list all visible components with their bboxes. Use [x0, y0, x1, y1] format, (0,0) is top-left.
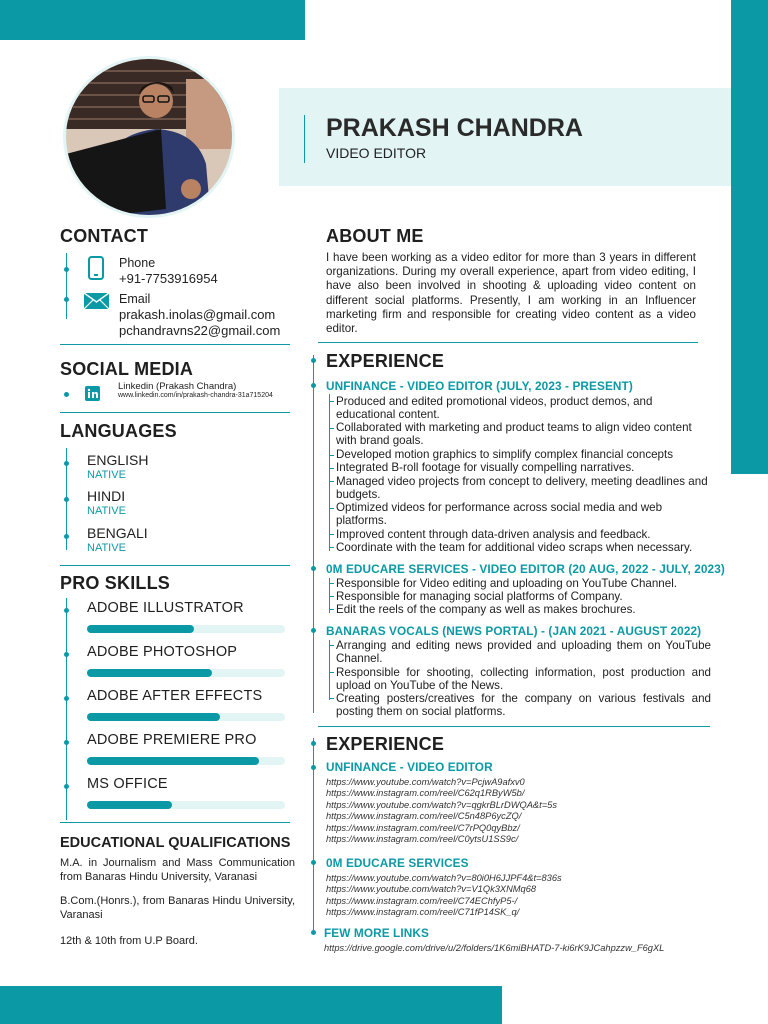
linkedin-url[interactable]: www.linkedin.com/in/prakash-chandra-31a715204: [118, 392, 273, 399]
bullet-tick: [329, 609, 334, 610]
job-title: UNFINANCE - VIDEO EDITOR (JULY, 2023 - PRESENT): [326, 379, 633, 393]
skill-name: MS OFFICE: [87, 776, 168, 792]
skill-bar-fill: [87, 669, 212, 677]
contact-line: [66, 253, 67, 319]
name-divider: [304, 115, 305, 163]
portfolio-link[interactable]: https://www.instagram.com/reel/C0ytsU1SS9c/: [326, 834, 519, 844]
language-level: NATIVE: [87, 505, 126, 517]
contact-heading: CONTACT: [60, 226, 149, 246]
language-level: NATIVE: [87, 542, 126, 554]
skill-dot: [64, 608, 69, 613]
email-primary[interactable]: prakash.inolas@gmail.com: [119, 307, 276, 322]
skills-heading: PRO SKILLS: [60, 573, 171, 593]
job-bullet: Developed motion graphics to simplify complex financial concepts: [336, 448, 674, 461]
experience-dot: [311, 628, 316, 633]
language-name: BENGALI: [87, 525, 148, 541]
skill-dot: [64, 696, 69, 701]
skill-bar-fill: [87, 801, 172, 809]
email-label: Email: [119, 292, 151, 306]
email-icon: [84, 293, 109, 314]
about-divider: [318, 342, 698, 343]
social-heading: SOCIAL MEDIA: [60, 359, 194, 379]
portfolio-dot: [311, 741, 316, 746]
job-role: VIDEO EDITOR: [326, 145, 427, 161]
about-text: I have been working as a video editor for more than 3 years in different organizations. During my overall experience, apart from video editing, I have also been involved in shooting & uploading video content on different social platforms. Presently, I am working in an Influencer marketing firm and responsible for creating video content as a video editor.: [326, 251, 696, 336]
portfolio-heading: EXPERIENCE: [326, 734, 445, 754]
skill-dot: [64, 784, 69, 789]
job-bullet: Optimized videos for performance across social media and web platforms.: [336, 501, 663, 528]
experience-divider: [318, 726, 710, 727]
job-bullet: Responsible for shooting, collecting information, post production and upload on YouTube of the News.: [336, 666, 711, 693]
portfolio-link[interactable]: https://www.instagram.com/reel/C7rPQ0qyBbz/: [326, 823, 520, 833]
full-name: PRAKASH CHANDRA: [326, 114, 583, 142]
job-title: BANARAS VOCALS (NEWS PORTAL) - (JAN 2021 - AUGUST 2022): [326, 624, 702, 638]
portfolio-dot: [311, 860, 316, 865]
job-bullet: Responsible for managing social platforms of Company.: [336, 590, 623, 603]
skill-dot: [64, 740, 69, 745]
experience-dot: [311, 383, 316, 388]
job-bullet: Collaborated with marketing and product teams to align video content with brand goals.: [336, 421, 692, 448]
job-bullet: Produced and edited promotional videos, product demos, and educational content.: [336, 395, 653, 422]
skill-name: ADOBE PHOTOSHOP: [87, 644, 238, 660]
portfolio-group-title: 0M EDUCARE SERVICES: [326, 856, 469, 870]
bullet-tick: [329, 534, 334, 535]
job-bullet: Coordinate with the team for additional video scraps when necessary.: [336, 541, 693, 554]
right-side-band: [731, 0, 768, 474]
more-links-title: FEW MORE LINKS: [324, 926, 429, 940]
portfolio-link[interactable]: https://www.youtube.com/watch?v=PcjwA9afxv0: [326, 777, 525, 787]
experience-line: [313, 355, 314, 713]
portfolio-link[interactable]: https://www.youtube.com/watch?v=qgkrBLrDWQA&t=5s: [326, 800, 557, 810]
skill-bar-fill: [87, 713, 220, 721]
language-dot: [64, 497, 69, 502]
bullet-tick: [329, 481, 334, 482]
social-divider: [60, 412, 290, 413]
contact-divider: [60, 344, 290, 345]
language-name: ENGLISH: [87, 452, 149, 468]
experience-dot: [311, 358, 316, 363]
job-bullet: Integrated B-roll footage for visually compelling narratives.: [336, 461, 635, 474]
contact-dot: [64, 297, 69, 302]
contact-dot: [64, 267, 69, 272]
skill-bar-fill: [87, 625, 194, 633]
bullet-tick: [329, 645, 334, 646]
bullet-tick: [329, 583, 334, 584]
phone-number[interactable]: +91-7753916954: [119, 271, 218, 286]
job-bullet: Arranging and editing news provided and uploading them on YouTube Channel.: [336, 639, 711, 666]
skill-bar: [87, 713, 285, 721]
bullet-tick: [329, 401, 334, 402]
languages-divider: [60, 565, 290, 566]
language-dot: [64, 461, 69, 466]
portfolio-group-title: UNFINANCE - VIDEO EDITOR: [326, 760, 493, 774]
skill-bar: [87, 669, 285, 677]
skill-bar-fill: [87, 757, 259, 765]
education-item: M.A. in Journalism and Mass Communication from Banaras Hindu University, Varanasi: [60, 857, 295, 883]
experience-dot: [311, 566, 316, 571]
language-level: NATIVE: [87, 469, 126, 481]
job-title: 0M EDUCARE SERVICES - VIDEO EDITOR (20 AUG, 2022 - JULY, 2023): [326, 562, 725, 576]
bullet-tick: [329, 428, 334, 429]
skill-bar: [87, 757, 285, 765]
social-dot: [64, 392, 69, 397]
portfolio-link[interactable]: https://www.instagram.com/reel/C5n48P6ycZQ/: [326, 811, 522, 821]
job-bullet: Improved content through data-driven analysis and feedback.: [336, 528, 651, 541]
job-bullet-line: [329, 394, 330, 551]
languages-heading: LANGUAGES: [60, 421, 177, 441]
portfolio-link[interactable]: https://www.youtube.com/watch?v=V1Qk3XNMq68: [326, 884, 537, 894]
linkedin-icon: [85, 386, 100, 401]
bullet-tick: [329, 596, 334, 597]
phone-icon: [87, 256, 105, 285]
job-bullet: Managed video projects from concept to delivery, meeting deadlines and budgets.: [336, 475, 708, 502]
portfolio-link[interactable]: https://www.instagram.com/reel/C62q1RByW5b/: [326, 788, 525, 798]
about-heading: ABOUT ME: [326, 226, 424, 246]
bottom-band: [0, 986, 502, 1024]
education-item: 12th & 10th from U.P Board.: [60, 935, 198, 947]
bullet-tick: [329, 672, 334, 673]
language-name: HINDI: [87, 488, 126, 504]
linkedin-name: Linkedin (Prakash Chandra): [118, 381, 237, 392]
portfolio-link[interactable]: https://www.youtube.com/watch?v=80i0H6JJPF4&t=836s: [326, 873, 562, 883]
job-bullet: Edit the reels of the company as well as makes brochures.: [336, 603, 636, 616]
job-bullet-line: [329, 640, 330, 700]
email-secondary[interactable]: pchandravns22@gmail.com: [119, 323, 281, 338]
phone-label: Phone: [119, 256, 156, 270]
drive-link[interactable]: https://drive.google.com/drive/u/2/folders/1K6miBHATD-7-ki6rK9JCahpzzw_F6gXL: [324, 943, 665, 953]
education-heading: EDUCATIONAL QUALIFICATIONS: [60, 835, 291, 851]
skill-name: ADOBE PREMIERE PRO: [87, 732, 257, 748]
experience-heading: EXPERIENCE: [326, 351, 445, 371]
profile-photo: [63, 56, 235, 218]
bullet-tick: [329, 508, 334, 509]
top-left-band: [0, 0, 305, 40]
skill-name: ADOBE ILLUSTRATOR: [87, 600, 244, 616]
education-item: B.Com.(Honrs.), from Banaras Hindu University, Varanasi: [60, 895, 295, 921]
skill-bar: [87, 801, 285, 809]
language-dot: [64, 534, 69, 539]
bullet-tick: [329, 455, 334, 456]
portfolio-dot: [311, 765, 316, 770]
bullet-tick: [329, 468, 334, 469]
skill-name: ADOBE AFTER EFFECTS: [87, 688, 263, 704]
bullet-tick: [329, 547, 334, 548]
skill-dot: [64, 652, 69, 657]
bullet-tick: [329, 698, 334, 699]
skill-bar: [87, 625, 285, 633]
job-bullet: Creating posters/creatives for the company on various festivals and posting them on social platforms.: [336, 692, 711, 719]
portfolio-dot: [311, 930, 316, 935]
portfolio-link[interactable]: https://www.instagram.com/reel/C71fP14SK_q/: [326, 907, 520, 917]
job-bullet: Responsible for Video editing and uploading on YouTube Channel.: [336, 577, 677, 590]
portfolio-link[interactable]: https://www.instagram.com/reel/C74EChfyP5-/: [326, 896, 518, 906]
skills-divider: [60, 822, 290, 823]
